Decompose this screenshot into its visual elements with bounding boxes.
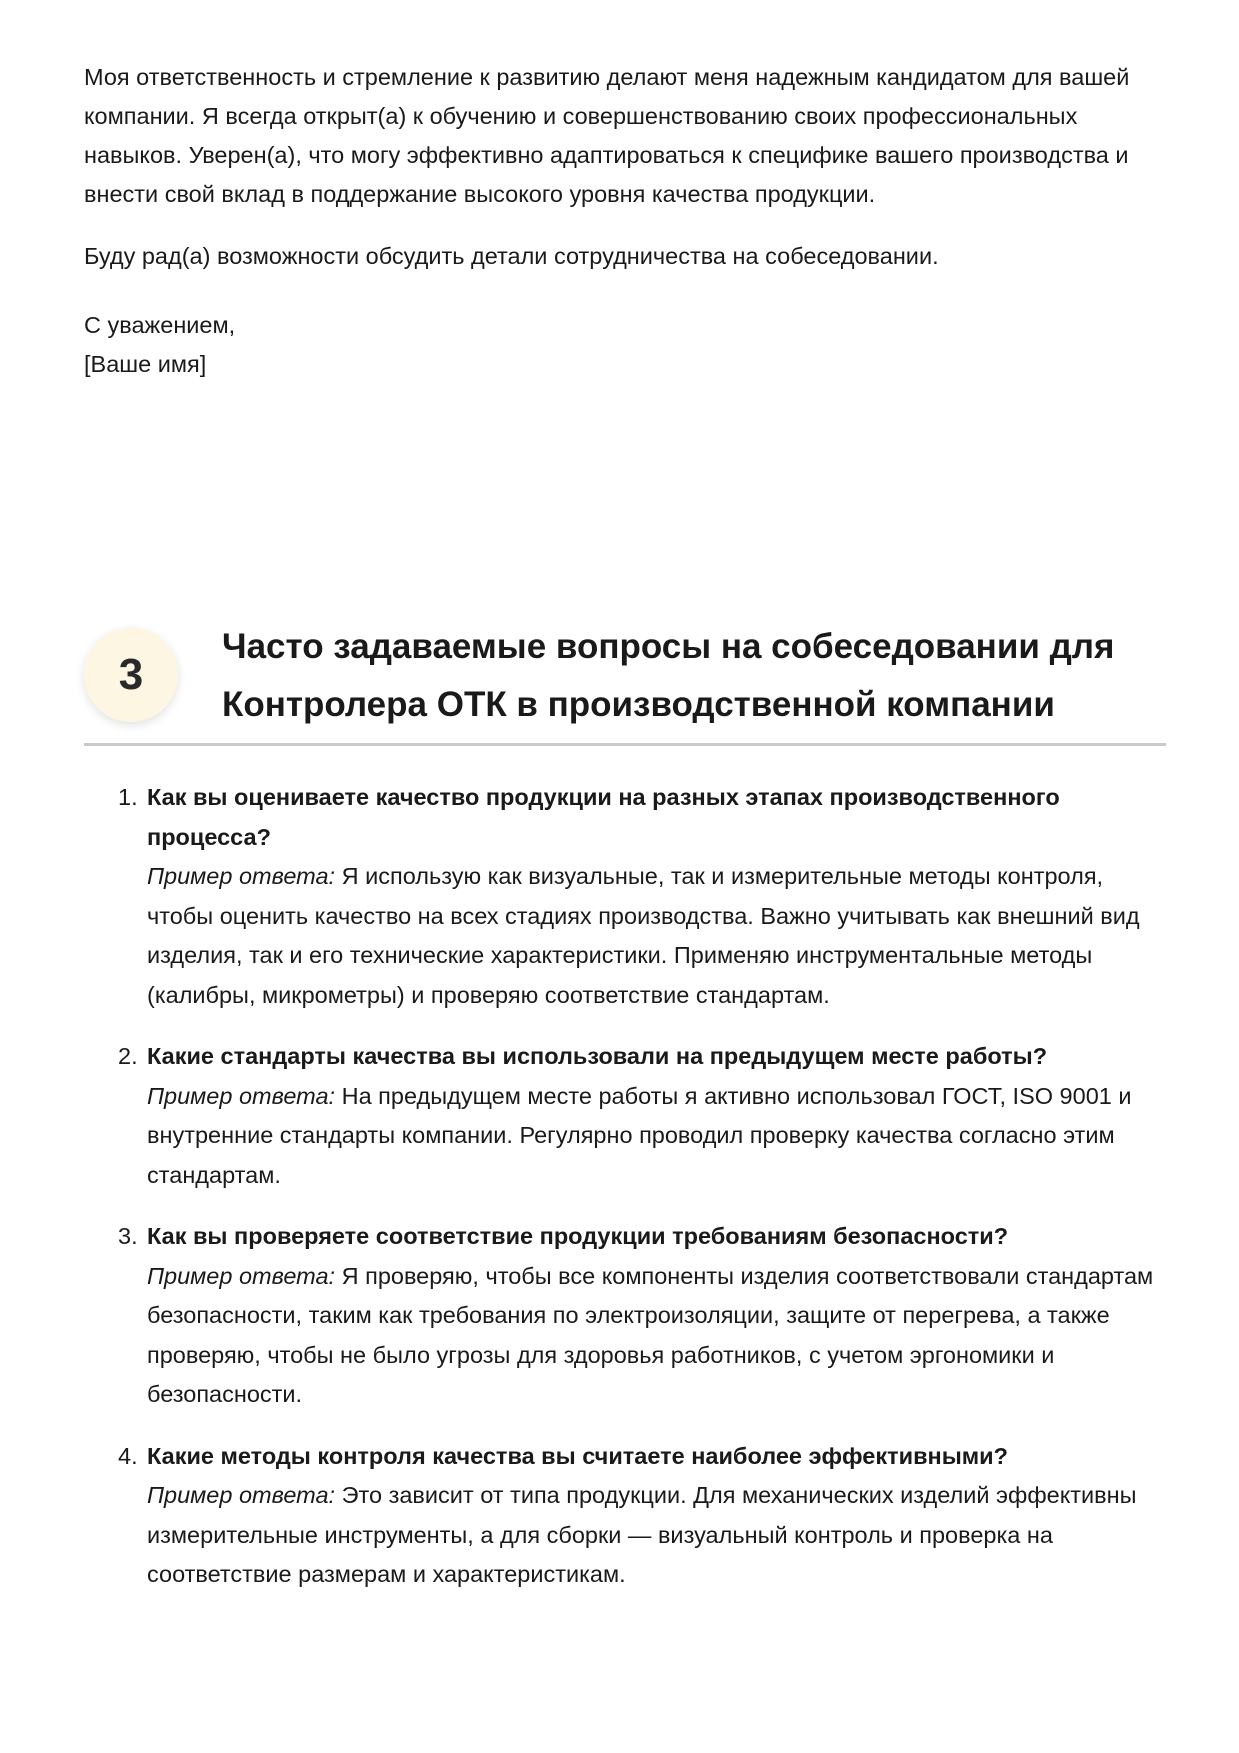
cover-letter-closing	[84, 58, 1166, 384]
answer-prefix: Пример ответа:	[147, 863, 336, 889]
letter-signoff	[84, 306, 1166, 384]
question-text: Какие стандарты качества вы использовали на предыдущем месте работы?	[147, 1043, 1048, 1069]
list-item	[84, 778, 1166, 1015]
letter-paragraph: Буду рад(а) возможности обсудить детали сотрудничества на собеседовании.	[84, 243, 939, 269]
answer-text	[147, 857, 1166, 1015]
document-page	[84, 58, 1166, 1587]
question-text: Как вы проверяете соответствие продукции требованиям безопасности?	[147, 1223, 1009, 1249]
answer-prefix: Пример ответа:	[147, 1262, 336, 1289]
answer-body: Я проверяю, чтобы все компоненты изделия соответствовали стандартам безопасности, таким как требования по электроизоляции, защите от перегрева, а также проверяю, чтобы не было угрозы для здоровья работников, с учетом эргономики и безопасности.	[147, 1262, 1154, 1407]
answer-body: На предыдущем месте работы я активно использовал ГОСТ, ISO 9001 и внутренние стандарты компании. Регулярно проводил проверку качества согласно этим стандартам.	[147, 1082, 1132, 1188]
answer-body: Это зависит от типа продукции. Для механических изделий эффективны измерительные инструменты, а для сборки — визуальный контроль и проверка на соответствие размерам и характеристикам.	[147, 1482, 1137, 1587]
section-title: Часто задаваемые вопросы на собеседовании для Контролера ОТК в производственной компании	[222, 627, 1115, 724]
section-number-badge: 3	[84, 628, 178, 722]
list-item-number: 3.	[118, 1223, 138, 1249]
list-item-number: 1.	[118, 784, 138, 810]
list-item	[84, 1217, 1166, 1415]
list-item	[84, 1037, 1166, 1195]
answer-text	[147, 1476, 1166, 1595]
question-text: Как вы оцениваете качество продукции на разных этапах производственного процесса?	[147, 784, 1060, 850]
letter-signature: [Ваше имя]	[84, 351, 207, 377]
answer-prefix: Пример ответа:	[147, 1082, 336, 1109]
section-header	[84, 613, 1166, 746]
list-item	[84, 1437, 1166, 1595]
list-item-number: 2.	[118, 1043, 138, 1069]
answer-text	[147, 1257, 1166, 1415]
answer-text	[147, 1077, 1166, 1196]
letter-closing: С уважением,	[84, 312, 236, 338]
answer-body: Я использую как визуальные, так и измерительные методы контроля, чтобы оценить качество на всех стадиях производства. Важно учитывать как внешний вид изделия, так и его технические характеристики. Применяю инструментальные методы (калибры, микрометры) и проверяю соответствие стандартам.	[147, 863, 1140, 1008]
interview-questions-list	[84, 778, 1166, 1617]
answer-prefix: Пример ответа:	[147, 1482, 336, 1508]
list-item-number: 4.	[118, 1442, 138, 1469]
letter-paragraph: Моя ответственность и стремление к развитию делают меня надежным кандидатом для вашей компании. Я всегда открыт(а) к обучению и совершенствованию своих профессиональных навыков. Уверен(а), что могу эффективно адаптироваться к специфике вашего производства и внести свой вклад в поддержание высокого уровня качества продукции.	[84, 64, 1130, 207]
question-text: Какие методы контроля качества вы считаете наиболее эффективными?	[147, 1442, 1008, 1469]
